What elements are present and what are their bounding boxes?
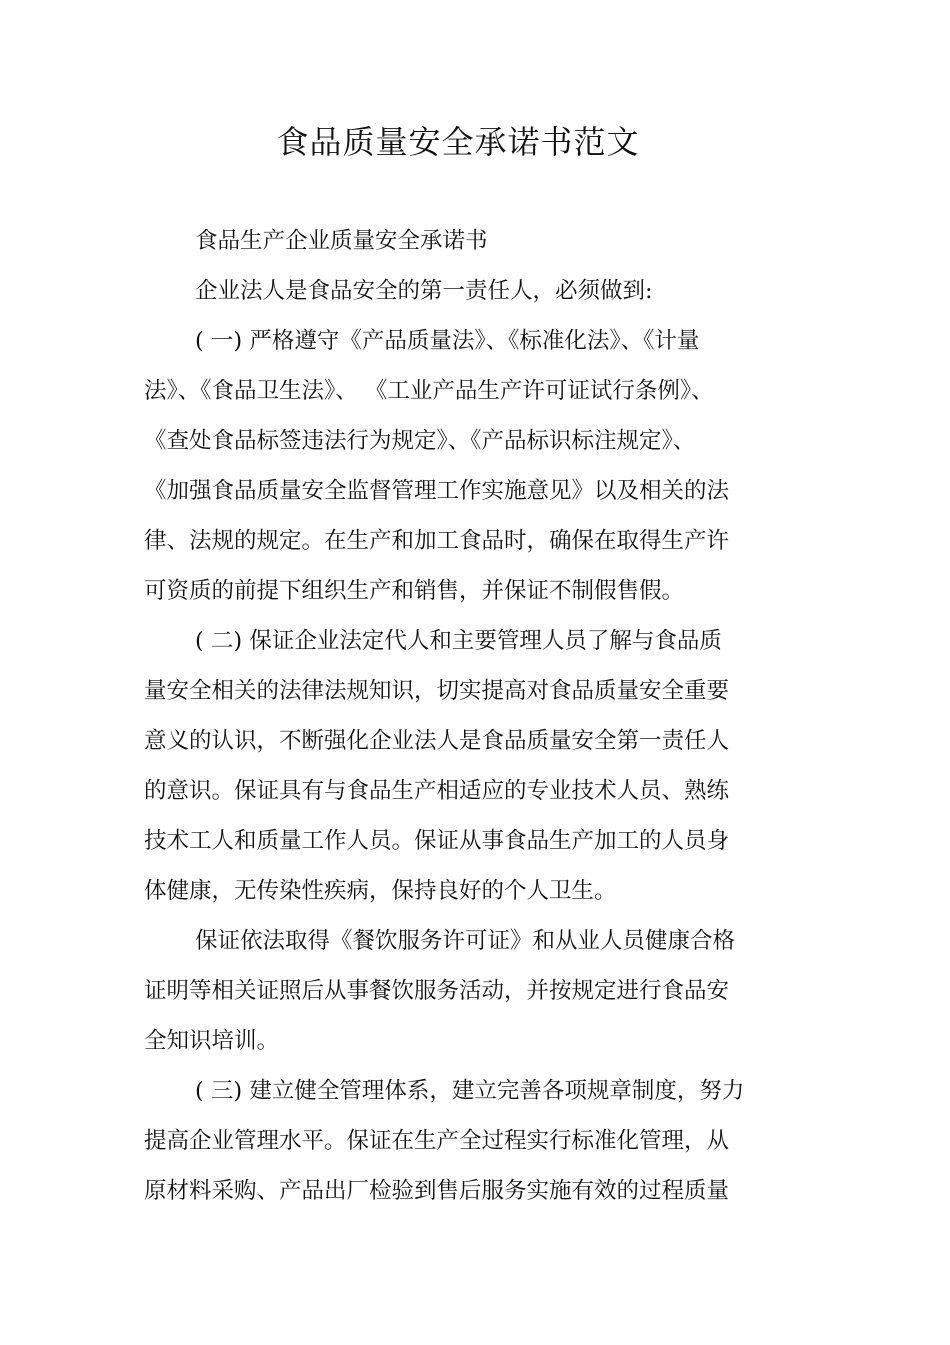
body-line: 原材料采购、产品出厂检验到售后服务实施有效的过程质量 bbox=[144, 1178, 730, 1204]
body-line: 证明等相关证照后从事餐饮服务活动，并按规定进行食品安 bbox=[144, 978, 730, 1004]
body-line: ( 一) 严格遵守《产品质量法》、《标准化法》、《计量 bbox=[195, 328, 700, 354]
body-line: 意义的认识，不断强化企业法人是食品质量安全第一责任人 bbox=[144, 728, 730, 754]
body-line: ( 三) 建立健全管理体系，建立完善各项规章制度，努力 bbox=[195, 1078, 745, 1104]
body-line: 保证依法取得《餐饮服务许可证》和从业人员健康合格 bbox=[195, 928, 736, 954]
body-line: 可资质的前提下组织生产和销售，并保证不制假售假。 bbox=[144, 578, 685, 604]
body-line: 《查处食品标签违法行为规定》、《产品标识标注规定》、 bbox=[144, 428, 696, 454]
body-line: ( 二) 保证企业法定代人和主要管理人员了解与食品质 bbox=[195, 628, 722, 654]
body-line: 全知识培训。 bbox=[144, 1028, 280, 1054]
body-line: 法》、《食品卫生法》、 《工业产品生产许可证试行条例》、 bbox=[144, 378, 714, 404]
body-line: 的意识。保证具有与食品生产相适应的专业技术人员、熟练 bbox=[144, 778, 730, 804]
body-line: 企业法人是食品安全的第一责任人，必须做到: bbox=[195, 278, 653, 304]
body-line: 食品生产企业质量安全承诺书 bbox=[195, 228, 488, 254]
body-line: 技术工人和质量工作人员。保证从事食品生产加工的人员身 bbox=[144, 828, 730, 854]
body-line: 提高企业管理水平。保证在生产全过程实行标准化管理，从 bbox=[144, 1128, 730, 1154]
body-line: 《加强食品质量安全监督管理工作实施意见》以及相关的法 bbox=[144, 478, 730, 504]
body-line: 律、法规的规定。在生产和加工食品时，确保在取得生产许 bbox=[144, 528, 730, 554]
body-line: 体健康，无传染性疾病，保持良好的个人卫生。 bbox=[144, 878, 617, 904]
document-title: 食品质量安全承诺书范文 bbox=[276, 123, 640, 161]
body-line: 量安全相关的法律法规知识，切实提高对食品质量安全重要 bbox=[144, 678, 730, 704]
